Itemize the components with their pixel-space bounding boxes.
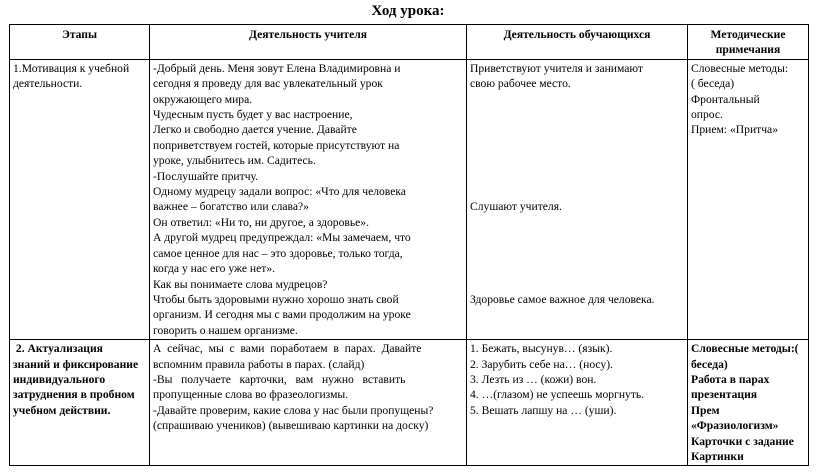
lesson-title: Ход урока:	[371, 3, 445, 19]
teacher-line: когда у нас его уже нет».	[153, 262, 276, 276]
notes-line: Картинки	[691, 449, 744, 463]
header-method-notes: Методические примечания	[688, 25, 809, 60]
notes-line: Словесные методы:	[691, 61, 789, 75]
teacher-line: поприветствуем гостей, которые присутствуют на	[153, 138, 400, 152]
stage-line: затруднения в пробном	[13, 388, 135, 402]
teacher-line: Чудесным пусть будет у вас настроение,	[153, 108, 353, 122]
teacher-activity-cell	[150, 59, 467, 339]
teacher-line: Как вы понимаете слова мудрецов?	[153, 277, 328, 291]
teacher-line: (спрашиваю учеников) (вывешиваю картинки на доску)	[153, 419, 429, 433]
method-notes-cell	[688, 340, 809, 466]
student-activity-cell	[467, 59, 688, 339]
teacher-line: -Добрый день. Меня зовут Елена Владимировна и	[153, 61, 401, 75]
student-line: 1. Бежать, высунув… (язык).	[470, 342, 613, 356]
notes-line: презентация	[691, 388, 758, 402]
student-line: свою рабочее место.	[470, 77, 571, 91]
teacher-line: -Вы получаете карточки, вам нужно вставить	[153, 372, 406, 386]
teacher-line: Он ответил: «Ни то, ни другое, а здоровье».	[153, 215, 369, 229]
notes-line: беседа)	[691, 357, 728, 371]
teacher-activity-cell	[150, 340, 467, 466]
student-line: Приветствуют учителя и занимают	[470, 61, 643, 75]
stage-line: знаний и фиксирование	[13, 357, 139, 371]
student-line: Слушают учителя.	[470, 200, 562, 214]
header-stages: Этапы	[10, 25, 150, 60]
student-line: 4. …(глазом) не успеешь моргнуть.	[470, 388, 645, 402]
teacher-line: важнее – богатство или слава?»	[153, 200, 309, 214]
notes-line: опрос.	[691, 108, 723, 122]
stage-line: деятельности.	[13, 77, 83, 91]
teacher-line: уроке, улыбнитесь им. Садитесь.	[153, 154, 316, 168]
notes-line: Прием: «Притча»	[691, 123, 778, 137]
table-row	[10, 340, 809, 466]
teacher-line: А сейчас, мы с вами поработаем в парах. Давайте	[153, 342, 422, 356]
teacher-line: окружающего мира.	[153, 92, 253, 106]
teacher-line: пропущенные слова во фразеологизмы.	[153, 388, 349, 402]
notes-line: Словесные методы:(	[691, 342, 799, 356]
table-header-row	[10, 25, 809, 60]
method-notes-cell	[688, 59, 809, 339]
stage-cell	[10, 59, 150, 339]
stage-line: учебном действии.	[13, 403, 111, 417]
teacher-line: -Послушайте притчу.	[153, 169, 259, 183]
student-line: 5. Вешать лапшу на … (уши).	[470, 403, 617, 417]
notes-line: Карточки с задание	[691, 434, 794, 448]
teacher-line: Чтобы быть здоровыми нужно хорошо знать свой	[153, 292, 399, 306]
lesson-table	[9, 24, 809, 466]
teacher-line: говорить о нашем организме.	[153, 323, 298, 337]
notes-line: Работа в парах	[691, 372, 770, 386]
stage-line: 1.Мотивация к учебной	[13, 61, 130, 75]
teacher-line: сегодня я проведу для вас увлекательный урок	[153, 77, 383, 91]
teacher-line: вспомним правила работы в парах. (слайд)	[153, 357, 365, 371]
notes-line: «Фразиологизм»	[691, 419, 779, 433]
header-teacher-activity: Деятельность учителя	[150, 25, 467, 60]
notes-line: Прем	[691, 403, 720, 417]
header-student-activity: Деятельность обучающихся	[467, 25, 688, 60]
student-line: 2. Зарубить себе на… (носу).	[470, 357, 613, 371]
stage-line: индивидуального	[13, 372, 106, 386]
notes-line: ( беседа)	[691, 77, 735, 91]
teacher-line: самое ценное для нас – это здоровье, только тогда,	[153, 246, 403, 260]
student-line: Здоровье самое важное для человека.	[470, 292, 655, 306]
teacher-line: Одному мудрецу задали вопрос: «Что для человека	[153, 185, 406, 199]
teacher-line: А другой мудрец предупреждал: «Мы замечаем, что	[153, 231, 411, 245]
notes-line: Фронтальный	[691, 92, 760, 106]
teacher-line: организм. И сегодня мы с вами продолжим на уроке	[153, 308, 411, 322]
teacher-line: Легко и свободно дается учение. Давайте	[153, 123, 357, 137]
table-row	[10, 59, 809, 339]
student-line: 3. Лезть из … (кожи) вон.	[470, 372, 597, 386]
student-activity-cell	[467, 340, 688, 466]
stage-cell	[10, 340, 150, 466]
stage-line: 2. Актуализация	[13, 342, 103, 356]
teacher-line: -Давайте проверим, какие слова у нас были пропущены?	[153, 403, 434, 417]
